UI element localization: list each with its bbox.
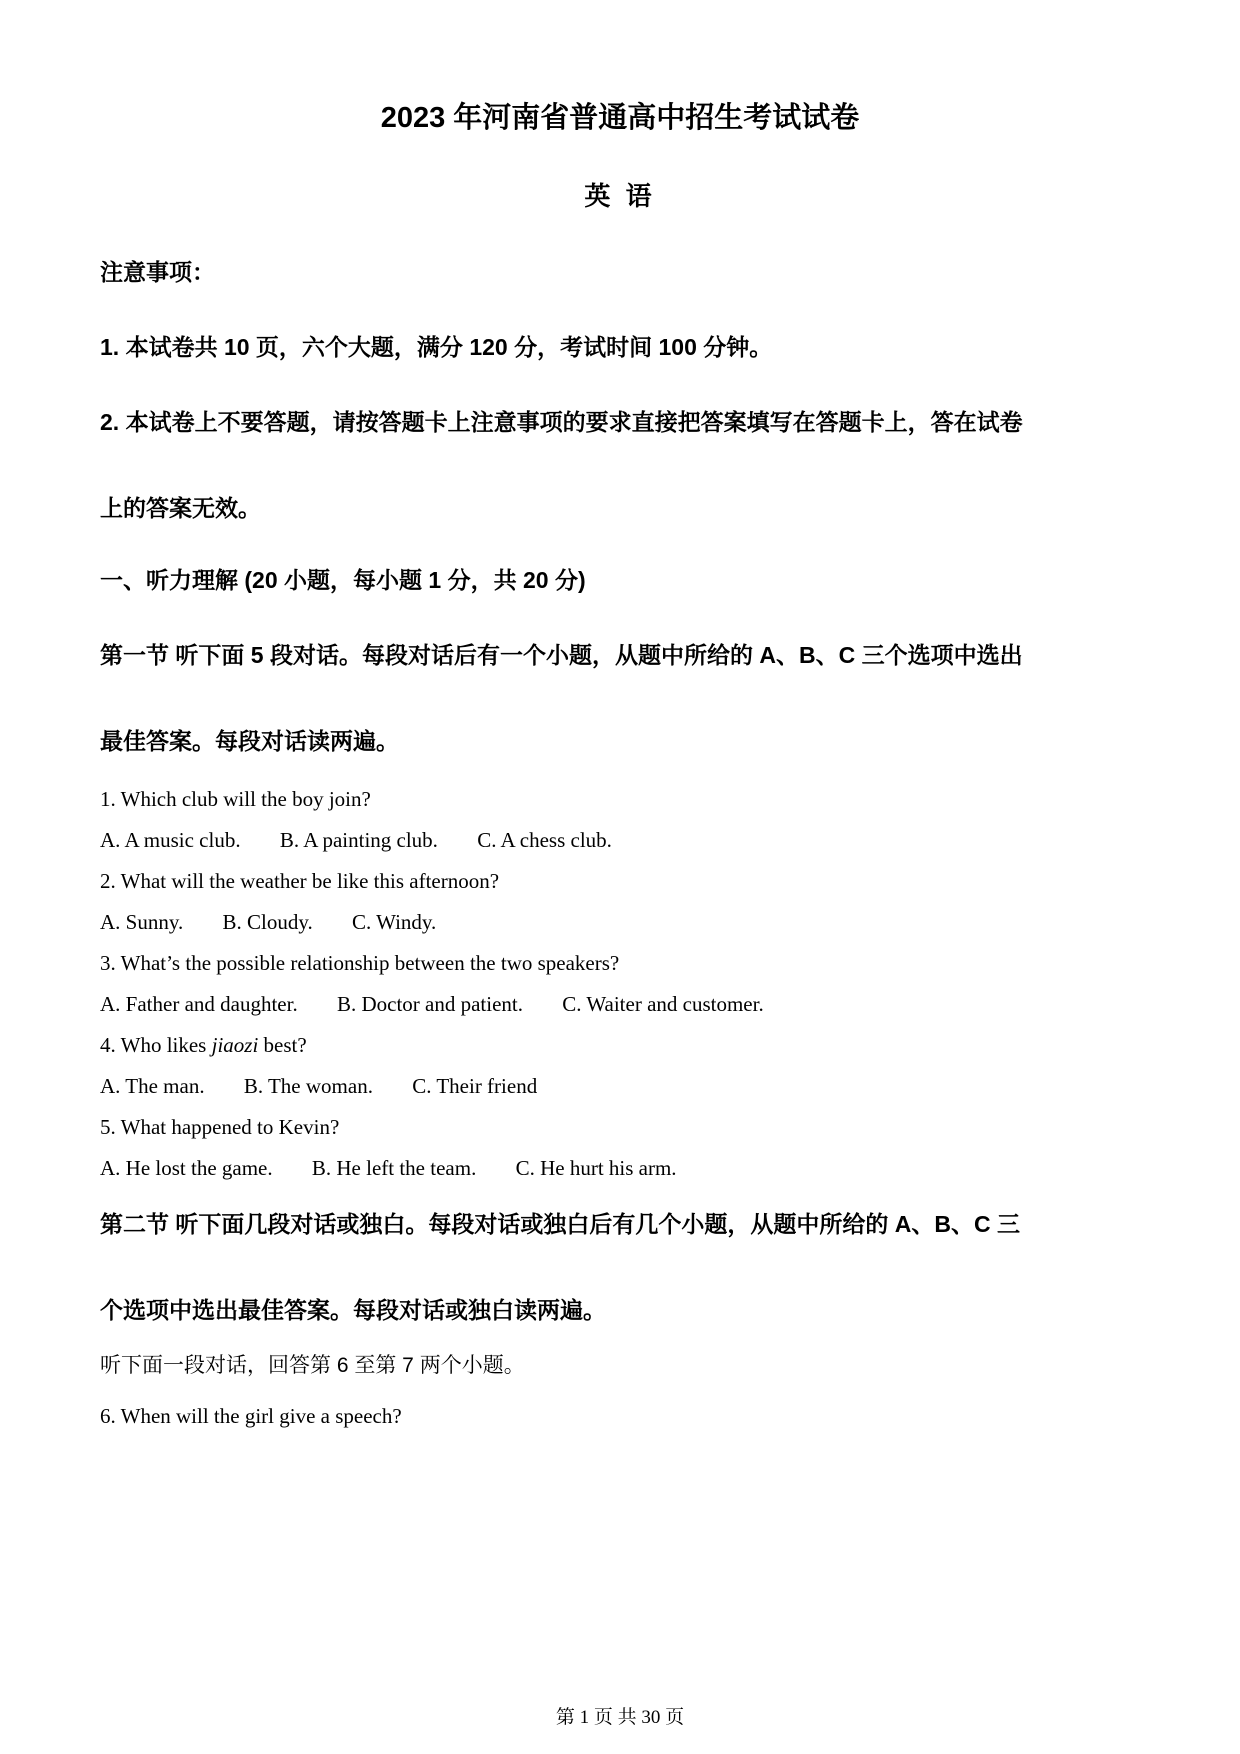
question-5-option-b: B. He left the team. — [311, 1156, 477, 1180]
question-1-options — [100, 826, 1140, 854]
notice-item-1: 1. 本试卷共 10 页，六个大题，满分 120 分，考试时间 100 分钟。 — [100, 334, 773, 360]
question-3-option-c: C. Waiter and customer. — [562, 992, 764, 1016]
question-5-option-a: A. He lost the game. — [100, 1156, 273, 1180]
question-2-option-a: A. Sunny. — [100, 910, 184, 934]
notice-heading: 注意事项： — [100, 259, 215, 285]
part2-dialog-intro: 听下面一段对话，回答第 6 至第 7 两个小题。 — [100, 1354, 525, 1377]
question-4-text-after: best? — [258, 1033, 307, 1057]
question-4-option-a: A. The man. — [100, 1074, 205, 1098]
question-2-option-c: C. Windy. — [351, 910, 437, 934]
question-4-option-c: C. Their friend — [412, 1074, 538, 1098]
part2-intro-line-2: 个选项中选出最佳答案。每段对话或独白读两遍。 — [100, 1297, 606, 1323]
page-number-footer: 第 1 页 共 30 页 — [555, 1707, 685, 1728]
page-title: 2023 年河南省普通高中招生考试试卷 — [380, 102, 860, 134]
part2-intro-line-1: 第二节 听下面几段对话或独白。每段对话或独白后有几个小题，从题中所给的 A、B、C 三 — [100, 1211, 1020, 1237]
subject-title: 英 语 — [584, 181, 656, 211]
listening-section-heading: 一、听力理解 (20 小题，每小题 1 分，共 20 分) — [100, 567, 586, 593]
question-3-option-a: A. Father and daughter. — [100, 992, 298, 1016]
notice-item-2-line-2: 上的答案无效。 — [100, 495, 261, 521]
question-1: 1. Which club will the boy join? — [100, 787, 371, 811]
question-3-options — [100, 990, 1140, 1018]
question-3: 3. What’s the possible relationship between the two speakers? — [100, 951, 620, 975]
question-4-italic-word: jiaozi — [211, 1033, 259, 1057]
question-5: 5. What happened to Kevin? — [100, 1115, 340, 1139]
question-3-option-b: B. Doctor and patient. — [336, 992, 523, 1016]
question-6: 6. When will the girl give a speech? — [100, 1404, 402, 1428]
question-5-option-c: C. He hurt his arm. — [515, 1156, 677, 1180]
question-1-option-b: B. A painting club. — [279, 828, 438, 852]
notice-item-2-line-1: 2. 本试卷上不要答题，请按答题卡上注意事项的要求直接把答案填写在答题卡上，答在试卷 — [100, 409, 1023, 435]
question-4-option-b: B. The woman. — [243, 1074, 373, 1098]
question-4-options — [100, 1072, 1140, 1100]
question-1-option-c: C. A chess club. — [477, 828, 612, 852]
question-2: 2. What will the weather be like this afternoon? — [100, 869, 500, 893]
question-5-options — [100, 1154, 1140, 1182]
question-4-text-before: 4. Who likes — [100, 1033, 212, 1057]
part1-intro-line-1: 第一节 听下面 5 段对话。每段对话后有一个小题，从题中所给的 A、B、C 三个选项中选出 — [100, 642, 1023, 668]
question-4 — [100, 1031, 1140, 1059]
question-2-option-b: B. Cloudy. — [222, 910, 313, 934]
question-1-option-a: A. A music club. — [100, 828, 241, 852]
question-2-options — [100, 908, 1140, 936]
part1-intro-line-2: 最佳答案。每段对话读两遍。 — [100, 728, 399, 754]
